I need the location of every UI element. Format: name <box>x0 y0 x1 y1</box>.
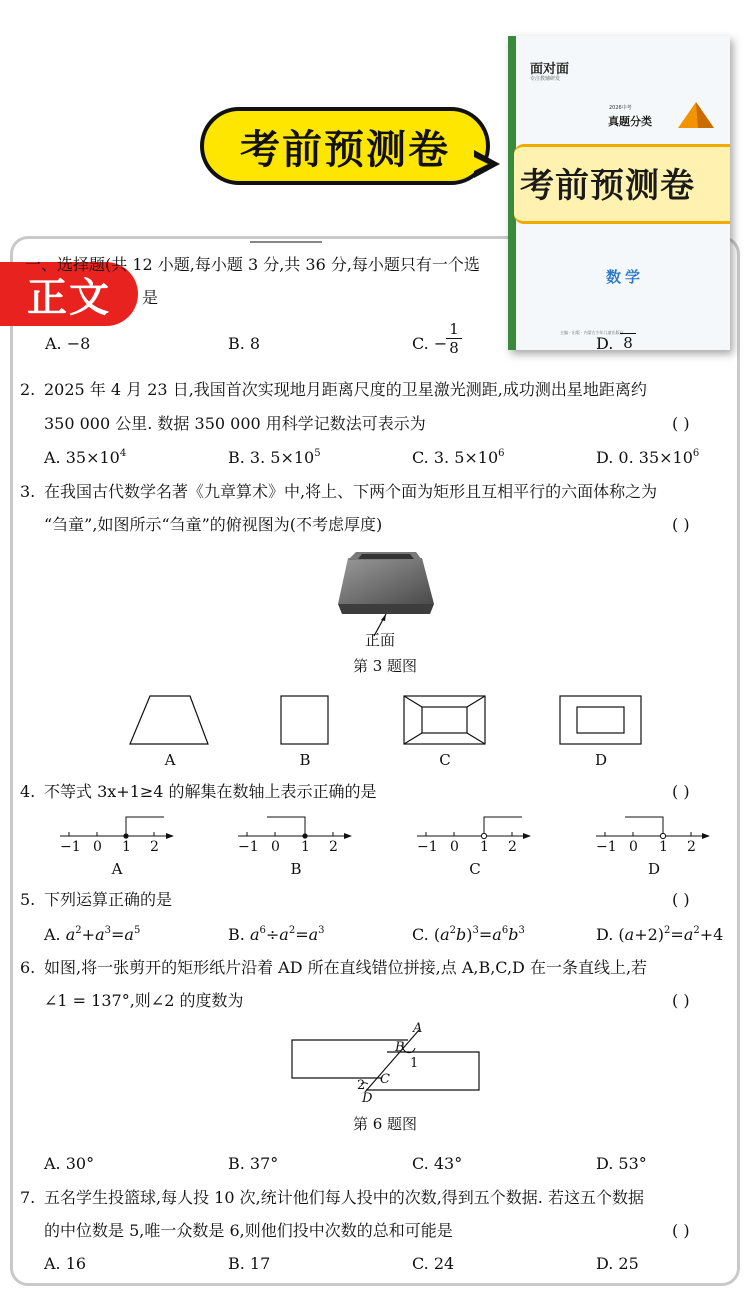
q5-option-a: A. $a^2+a^3=a^5$ <box>44 925 141 944</box>
q5-option-b: B. $a^6\div a^2=a^3$ <box>228 925 325 944</box>
fraction-denominator: 8 <box>446 338 462 357</box>
q4-text: 不等式 3x+1≥4 的解集在数轴上表示正确的是 <box>44 782 377 801</box>
q2-line2: 350 000 公里. 数据 350 000 用科学记数法可表示为 <box>44 414 426 433</box>
q2-option-b: B. 3. $5\times 10^5$ <box>228 448 321 467</box>
q6-option-d: D. 53° <box>596 1154 647 1173</box>
q4-ticks-c: −1 0 1 2 <box>417 839 517 855</box>
q5-number: 5. <box>20 890 36 909</box>
q6-option-c: C. 43° <box>412 1154 463 1173</box>
q1-option-c: C. − <box>412 334 448 353</box>
q2-option-a: A. $35\times 10^4$ <box>44 448 127 467</box>
book-footer: 主编 · 出版 · 内蒙古少年儿童出版社 <box>560 330 624 335</box>
q3-options-figures <box>120 692 660 748</box>
q1-option-d-fraction <box>620 333 636 352</box>
q3-option-b-square <box>281 696 328 744</box>
point-c-label: C <box>380 1072 390 1087</box>
q6-option-a: A. 30° <box>44 1154 95 1173</box>
q4-number-line-d <box>594 812 714 842</box>
q3-line1: 在我国古代数学名著《九章算术》中,将上、下两个面为矩形且互相平行的六面体称之为 <box>44 482 658 501</box>
q1-option-c-fraction <box>446 320 462 357</box>
point-a-label: A <box>413 1021 423 1036</box>
banner-title: 考前预测卷 <box>200 107 490 185</box>
q4-ticks-d: −1 0 1 2 <box>596 839 696 855</box>
q7-option-b: B. 17 <box>228 1254 271 1273</box>
book-year: 2026中考 <box>609 105 632 111</box>
q3-figure-caption: 第 3 题图 <box>352 657 418 675</box>
q7-option-a: A. 16 <box>44 1254 87 1273</box>
q3-frustum-photo <box>330 548 440 638</box>
section-intro-line2: 是 <box>142 288 159 307</box>
q3-option-c-label: C <box>439 751 451 769</box>
book-series: 真题分类 <box>608 115 652 128</box>
q3-option-a-trapezoid <box>130 696 208 744</box>
q6-option-b: B. 37° <box>228 1154 279 1173</box>
q3-answer-blank: ( ) <box>672 515 690 534</box>
q7-line1: 五名学生投篮球,每人投 10 次,统计他们每人投中的次数,得到五个数据. 若这五个数据 <box>44 1188 644 1207</box>
q4-ticks-a: −1 0 1 2 <box>60 839 159 855</box>
book-subject: 数学 <box>606 268 645 286</box>
q7-line2: 的中位数是 5,唯一众数是 6,则他们投中次数的总和可能是 <box>44 1221 453 1240</box>
angle-2-label: 2 <box>357 1078 366 1093</box>
q3-option-c-frustum-top-view <box>404 696 485 744</box>
q4-option-c-label: C <box>469 860 481 878</box>
fraction-numerator: 1 <box>449 320 459 338</box>
pyramid-icon <box>676 100 716 132</box>
q2-number: 2. <box>20 380 36 399</box>
q2-line1: 2025 年 4 月 23 日,我国首次实现地月距离尺度的卫星激光测距,成功测出星地距离约 <box>44 380 647 399</box>
q3-option-a-label: A <box>164 751 176 769</box>
q4-number-line-c <box>415 812 535 842</box>
fraction-denominator: 8 <box>620 333 636 352</box>
q5-option-d: D. $(a+2)^2=a^2+4$ <box>596 925 724 944</box>
q6-figure-caption: 第 6 题图 <box>352 1115 418 1133</box>
q3-option-b-label: B <box>299 751 311 769</box>
q3-number: 3. <box>20 482 36 501</box>
q4-option-d-label: D <box>647 860 661 878</box>
q7-answer-blank: ( ) <box>672 1221 690 1240</box>
angle-1-label: 1 <box>410 1056 419 1071</box>
q4-ticks-b: −1 0 1 2 <box>238 839 338 855</box>
q6-number: 6. <box>20 958 36 977</box>
q4-answer-blank: ( ) <box>672 782 690 801</box>
point-d-label: D <box>362 1091 373 1106</box>
q3-option-d-nested-rect <box>560 696 641 744</box>
q7-number: 7. <box>20 1188 36 1207</box>
q6-line1: 如图,将一张剪开的矩形纸片沿着 AD 所在直线错位拼接,点 A,B,C,D 在一条直线上,若 <box>44 958 648 977</box>
q3-line2: “刍童”,如图所示“刍童”的俯视图为(不考虑厚度) <box>44 515 383 534</box>
section-tag: 正文 <box>0 262 138 326</box>
point-b-label: B <box>395 1040 405 1055</box>
q4-number-line-b <box>236 812 356 842</box>
banner-tail-fill <box>470 155 488 173</box>
book-title: 考前预测卷 <box>520 166 695 206</box>
q5-answer-blank: ( ) <box>672 890 690 909</box>
q2-option-d: D. 0. $35\times 10^6$ <box>596 448 700 467</box>
q1-option-a: A. −8 <box>45 334 91 353</box>
q5-option-c: C. $(a^2b)^3=a^6b^3$ <box>412 925 525 944</box>
q2-option-c: C. 3. $5\times 10^6$ <box>412 448 505 467</box>
q6-figure-labels <box>285 1021 485 1110</box>
book-brand: 面对面 <box>530 62 570 77</box>
frame-tab-line <box>250 241 322 243</box>
q7-option-d: D. 25 <box>596 1254 639 1273</box>
q2-answer-blank: ( ) <box>672 414 690 433</box>
q3-option-d-label: D <box>594 751 608 769</box>
q3-photo-label: 正面 <box>364 631 395 649</box>
q1-option-d: D. <box>596 334 614 353</box>
q4-option-a-label: A <box>111 860 123 878</box>
q6-line2: ∠1 = 137°,则∠2 的度数为 <box>44 991 244 1010</box>
q6-answer-blank: ( ) <box>672 991 690 1010</box>
q4-number: 4. <box>20 782 36 801</box>
q7-option-c: C. 24 <box>412 1254 455 1273</box>
q4-option-b-label: B <box>290 860 302 878</box>
q4-number-line-a <box>58 812 178 842</box>
section-intro-line1: 一、选择题(共 12 小题,每小题 3 分,共 36 分,每小题只有一个选 <box>25 255 480 274</box>
q1-option-b: B. 8 <box>228 334 261 353</box>
q5-text: 下列运算正确的是 <box>44 890 173 909</box>
book-brand-subtitle: 专注教辅研发 <box>530 76 561 82</box>
